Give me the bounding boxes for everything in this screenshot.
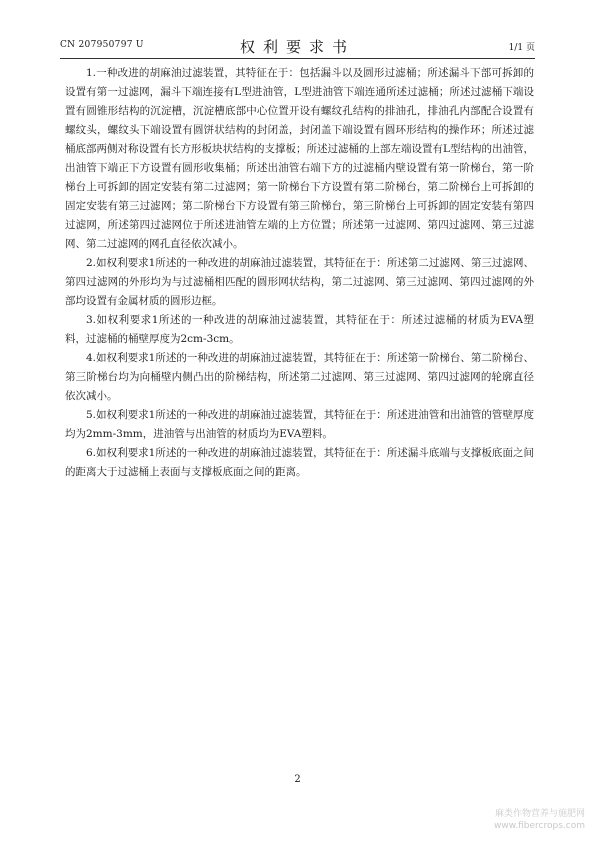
- page-indicator: 1/1 页: [508, 43, 535, 53]
- claim-5: 5.如权利要求1所述的一种改进的胡麻油过滤装置，其特征在于：所述进油管和出油管的管壁厚度均为2mm-3mm，进油管与出油管的材质均为EVA塑料。: [65, 409, 534, 440]
- page-header: [60, 36, 535, 58]
- claim-1: 1.一种改进的胡麻油过滤装置，其特征在于：包括漏斗以及圆形过滤桶；所述漏斗下部可拆卸的设置有第一过滤网，漏斗下端连接有L型进油管，L型进油管下端连通所述过滤桶；所述过滤桶下端设置有圆锥形结构的沉淀槽，沉淀槽底部中心位置开设有螺纹孔结构的排油孔，排油孔内部配合设置有螺纹头，螺纹头下端设置有圆饼状结构的封闭盖，封闭盖下端设置有圆环形结构的操作环；所述过滤桶底部两侧对称设置有长方形板块状结构的支撑板；所述过滤桶的上部左端设置有L型结构的出油管，出油管下端正下方设置有圆形收集桶；所述出油管右端下方的过滤桶内壁设置有第一阶梯台，第一阶梯台上可拆卸的固定安装有第二过滤网；第一阶梯台下方设置有第二阶梯台，第二阶梯台上可拆卸的固定安装有第三过滤网；第二阶梯台下方设置有第三阶梯台，第三阶梯台上可拆卸的固定安装有第四过滤网，所述第四过滤网位于所述进油管左端的上方位置；所述第一过滤网、第四过滤网、第三过滤网、第二过滤网的网孔直径依次减小。: [65, 67, 534, 250]
- claims-body: [65, 64, 534, 482]
- claim-4: 4.如权利要求1所述的一种改进的胡麻油过滤装置，其特征在于：所述第一阶梯台、第二阶梯台、第三阶梯台均为向桶壁内侧凸出的阶梯结构，所述第二过滤网、第三过滤网、第四过滤网的轮廓直径依次减小。: [65, 352, 534, 402]
- watermark-url: www.fibercrops.com: [494, 821, 585, 831]
- document-title: 权利要求书: [239, 38, 355, 56]
- claim-3: 3.如权利要求1所述的一种改进的胡麻油过滤装置，其特征在于：所述过滤桶的材质为EVA塑料，过滤桶的桶壁厚度为2cm-3cm。: [65, 314, 534, 345]
- page-number: 2: [294, 774, 301, 785]
- watermark-site-name: 麻类作物营养与施肥网: [494, 809, 585, 819]
- patent-number: CN 207950797 U: [60, 40, 144, 50]
- header-divider: [60, 58, 535, 59]
- claim-6: 6.如权利要求1所述的一种改进的胡麻油过滤装置，其特征在于：所述漏斗底端与支撑板底面之间的距离大于过滤桶上表面与支撑板底面之间的距离。: [65, 447, 534, 478]
- watermark: [494, 808, 585, 832]
- claim-2: 2.如权利要求1所述的一种改进的胡麻油过滤装置，其特征在于：所述第二过滤网、第三过滤网、第四过滤网的外形均为与过滤桶相匹配的圆形网状结构，第二过滤网、第三过滤网、第四过滤网的外部均设置有金属材质的圆形边框。: [65, 257, 534, 307]
